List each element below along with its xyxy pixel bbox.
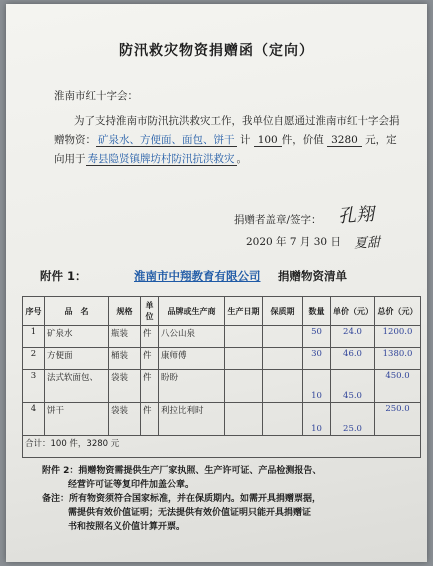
attachment-2-note — [42, 464, 408, 492]
note-line: 备注：所有物资须符合国家标准，并在保质期内。如需开具捐赠票据， — [42, 494, 322, 504]
header-cell: 单价（元） — [331, 297, 375, 326]
item-price: 46.0 — [331, 348, 375, 370]
item-shelf-life — [263, 403, 303, 436]
remarks-note — [42, 492, 408, 534]
item-total: 450.0 — [375, 370, 421, 403]
item-name: 法式软面包、 — [45, 370, 109, 403]
table-row — [23, 348, 421, 370]
item-total: 1380.0 — [375, 348, 421, 370]
note-line: 需提供有效价值证明；无法提供有效价值证明只能开具捐赠证 — [68, 508, 312, 518]
body-end: 。 — [236, 153, 247, 165]
note-line: 附件 2：捐赠物资需提供生产厂家执照、生产许可证、产品检测报告、 — [42, 466, 322, 476]
item-unit: 件 — [141, 348, 159, 370]
attachment-company: 淮南市中翔教育有限公司 — [134, 269, 261, 283]
handwritten-signature: 孔翔 — [337, 203, 375, 228]
note-line: 书和按照名义价值计算开票。 — [68, 522, 186, 532]
count-prefix: 计 — [239, 134, 251, 146]
item-brand: 康师傅 — [159, 348, 225, 370]
attachment-label: 附件 1： — [40, 269, 87, 283]
item-qty: 30 — [303, 348, 331, 370]
row-number: 1 — [23, 326, 45, 348]
table-row — [23, 326, 421, 348]
header-cell: 单位 — [141, 297, 159, 326]
item-unit: 件 — [141, 403, 159, 436]
item-brand: 盼盼 — [159, 370, 225, 403]
item-shelf-life — [263, 370, 303, 403]
header-cell: 品 名 — [45, 297, 109, 326]
item-brand: 八公山泉 — [159, 326, 225, 348]
document-page — [6, 4, 427, 562]
item-name: 矿泉水 — [45, 326, 109, 348]
table-total-row — [23, 436, 421, 458]
header-cell: 保质期 — [263, 297, 303, 326]
item-shelf-life — [263, 348, 303, 370]
item-date — [225, 370, 263, 403]
item-name: 饼干 — [45, 403, 109, 436]
count-value: 100 — [254, 134, 282, 147]
item-spec: 袋装 — [109, 370, 141, 403]
row-number: 3 — [23, 370, 45, 403]
item-unit: 件 — [141, 326, 159, 348]
header-cell: 生产日期 — [225, 297, 263, 326]
table-header-row — [23, 297, 421, 326]
item-spec: 袋装 — [109, 403, 141, 436]
item-total: 1200.0 — [375, 326, 421, 348]
note-line: 经营许可证等复印件加盖公章。 — [68, 480, 195, 490]
donation-items-table — [22, 296, 421, 458]
row-number: 2 — [23, 348, 45, 370]
item-spec: 瓶装 — [109, 326, 141, 348]
header-cell: 总价（元） — [375, 297, 421, 326]
document-title: 防汛救灾物资捐赠函（定向） — [119, 43, 314, 59]
body-intro: 为了支持淮南市防汛抗洪救灾工作，我单位自愿通过淮南市红十字会捐赠物资： — [54, 115, 400, 146]
handwritten-signature-2: 夏甜 — [353, 235, 381, 252]
header-cell: 品牌或生产商 — [159, 297, 225, 326]
item-price: 24.0 — [331, 326, 375, 348]
header-cell: 规格 — [109, 297, 141, 326]
donation-target: 寿县隐贤镇牌坊村防汛抗洪救灾 — [87, 153, 235, 165]
item-qty: 10 — [303, 370, 331, 403]
salutation: 淮南市红十字会： — [54, 90, 138, 102]
value-unit: 元，定向用于 — [54, 134, 397, 165]
count-unit: 件，价值 — [281, 134, 324, 146]
item-date — [225, 403, 263, 436]
item-unit: 件 — [141, 370, 159, 403]
row-number: 4 — [23, 403, 45, 436]
table-total: 合计：100 件，3280 元 — [23, 436, 421, 458]
item-date — [225, 326, 263, 348]
total-value: 3280 — [327, 134, 362, 147]
item-shelf-life — [263, 326, 303, 348]
attachment-title: 捐赠物资清单 — [278, 269, 347, 283]
signer-label: 捐赠者盖章/签字： — [234, 214, 322, 226]
table-row — [23, 370, 421, 403]
header-cell: 序号 — [23, 297, 45, 326]
donated-items: 矿泉水、方便面、面包、饼干 — [98, 134, 235, 146]
item-price: 25.0 — [331, 403, 375, 436]
header-cell: 数量 — [303, 297, 331, 326]
item-brand: 利拉比利时 — [159, 403, 225, 436]
item-date — [225, 348, 263, 370]
item-spec: 桶装 — [109, 348, 141, 370]
item-name: 方便面 — [45, 348, 109, 370]
table-row — [23, 403, 421, 436]
item-price: 45.0 — [331, 370, 375, 403]
item-qty: 10 — [303, 403, 331, 436]
item-qty: 50 — [303, 326, 331, 348]
item-total: 250.0 — [375, 403, 421, 436]
letter-date: 2020 年 7 月 30 日 — [246, 236, 341, 248]
letter-body — [54, 112, 406, 169]
